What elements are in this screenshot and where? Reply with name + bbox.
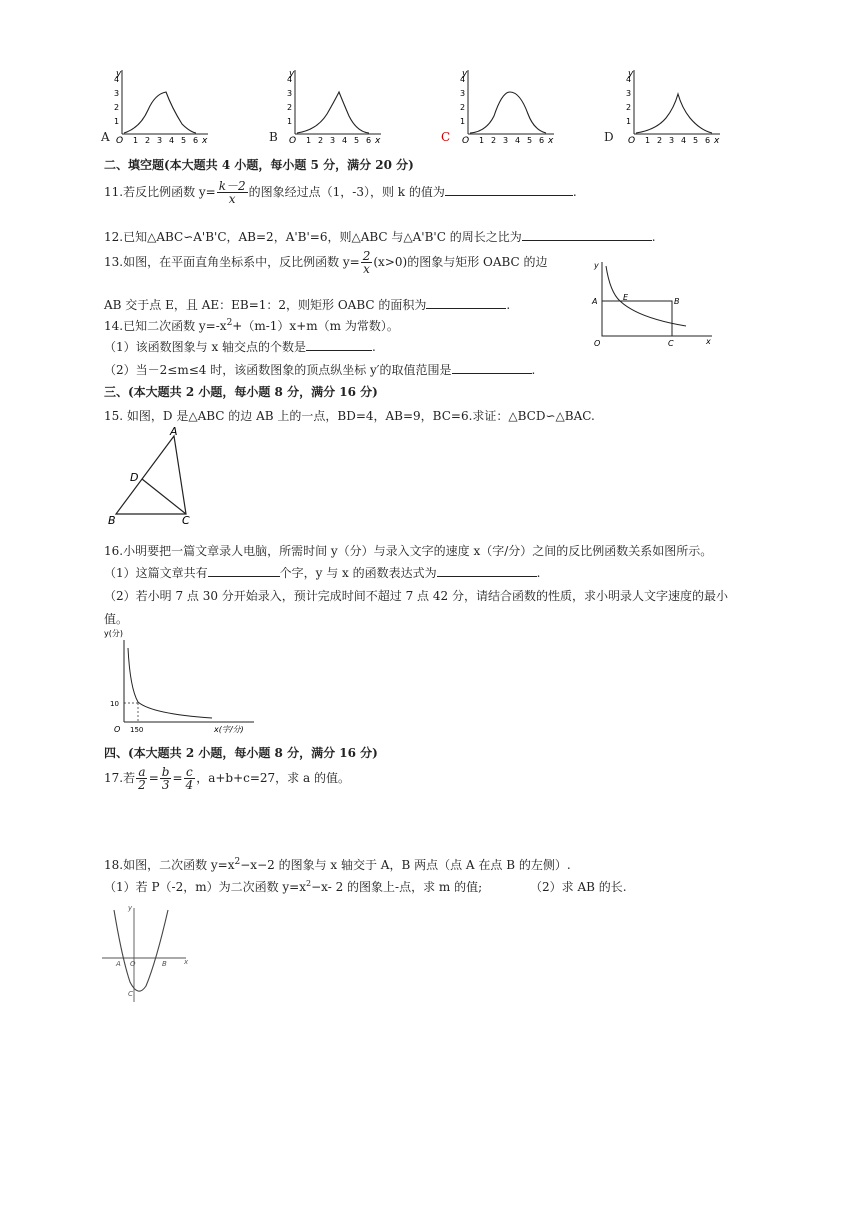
point-b: B: [108, 514, 116, 526]
question-15: 15. 如图，D 是△ABC 的边 AB 上的一点，BD=4，AB=9，BC=6.求证：△BCD∽△BAC.: [104, 409, 595, 423]
superscript: 2: [234, 857, 241, 867]
ytick: 1: [626, 117, 632, 126]
y-axis-label: y: [128, 904, 133, 912]
xtick: 4: [342, 136, 348, 145]
origin-label: O: [130, 960, 136, 968]
point-c: C: [668, 339, 674, 348]
xtick: 2: [491, 136, 497, 145]
option-label-b: B: [269, 130, 278, 144]
ytick: 10: [110, 700, 119, 708]
option-label-d: D: [604, 130, 614, 144]
figure-16: [104, 626, 264, 740]
fraction-b: [160, 766, 172, 791]
ytick: 4: [460, 75, 466, 84]
q14-end: .: [372, 340, 376, 354]
xtick: 5: [181, 136, 187, 145]
xtick: 1: [645, 136, 651, 145]
point-a: A: [170, 426, 178, 438]
ytick: 2: [114, 103, 120, 112]
q17-text: 17.若: [104, 771, 136, 785]
origin-label: O: [289, 136, 297, 146]
xtick: 6: [193, 136, 199, 145]
y-axis-label: y: [628, 69, 634, 79]
point-e: E: [623, 293, 629, 302]
x-axis-label: x: [375, 136, 381, 146]
fig18-svg: [100, 902, 200, 1006]
section-heading: 三、(本大题共 2 小题，每小题 8 分，满分 16 分): [104, 385, 378, 399]
q14-p2-text: （2）当－2≤m≤4 时，该函数图象的顶点纵坐标 y′的取值范围是: [104, 363, 452, 377]
ytick: 1: [287, 117, 293, 126]
fraction-numerator: c: [186, 765, 193, 779]
q16-p1-text: （1）这篇文章共有: [104, 566, 208, 580]
q13-text: (x>0)的图象与矩形 OABC 的边: [373, 255, 548, 269]
answer-blank[interactable]: [208, 566, 280, 577]
section-heading: 二、填空题(本大题共 4 小题，每小题 5 分，满分 20 分): [104, 158, 414, 172]
answer-blank[interactable]: [306, 340, 372, 351]
figure-13: [586, 256, 716, 356]
ytick: 3: [114, 89, 120, 98]
origin-label: O: [114, 725, 121, 734]
ytick: 4: [114, 75, 120, 84]
xtick: 1: [133, 136, 139, 145]
fraction-numerator: a: [138, 765, 146, 779]
curve: [606, 266, 686, 326]
x-axis-label: x: [202, 136, 208, 146]
ytick: 3: [626, 89, 632, 98]
q13-text: 13.如图，在平面直角坐标系中，反比例函数 y=: [104, 255, 360, 269]
curve: [128, 648, 212, 718]
xtick: 5: [354, 136, 360, 145]
option-graph-d: [612, 62, 722, 150]
superscript: 2: [306, 879, 312, 888]
xtick: 3: [157, 136, 163, 145]
fraction-denominator: 4: [185, 778, 194, 792]
question-18-part1: [104, 878, 482, 895]
figure-18: [100, 902, 200, 1010]
parabola: [114, 910, 168, 991]
fraction-numerator: 2: [362, 249, 371, 263]
question-11: [104, 180, 577, 205]
answer-blank[interactable]: [522, 230, 652, 241]
ytick: 2: [460, 103, 466, 112]
question-13: [104, 250, 548, 275]
origin-label: O: [628, 136, 636, 146]
point-c: C: [128, 990, 133, 998]
superscript: 2: [226, 318, 233, 328]
y-axis-label: y: [594, 261, 599, 270]
xtick: 2: [318, 136, 324, 145]
question-14-part2: [104, 361, 535, 378]
graph-b-svg: [273, 62, 383, 146]
xtick: 3: [330, 136, 336, 145]
origin-label: O: [462, 136, 470, 146]
q17-text: ，a+b+c=27，求 a 的值。: [196, 771, 350, 785]
fraction-a: [136, 766, 148, 791]
q18-p1-text: （1）若 P（-2，m）为二次函数 y=x: [104, 880, 307, 894]
q11-fraction: [217, 180, 248, 205]
question-14-part1: [104, 338, 376, 355]
ytick: 4: [287, 75, 293, 84]
x-axis-label: x: [706, 337, 711, 346]
x-axis-label: x: [714, 136, 720, 146]
point-a: A: [592, 297, 598, 306]
question-16-part2-cont: 值。: [104, 612, 129, 626]
ytick: 3: [460, 89, 466, 98]
ytick: 1: [114, 117, 120, 126]
q12-end: .: [651, 230, 656, 244]
equals: =: [172, 771, 183, 785]
point-a: A: [116, 960, 121, 968]
figure-15: [104, 426, 204, 530]
question-16: 16.小明要把一篇文章录人电脑，所需时间 y（分）与录入文字的速度 x（字/分）之间的反比例函数关系如图所示。: [104, 544, 713, 558]
xtick: 2: [145, 136, 151, 145]
y-axis-label: y(分): [104, 629, 123, 638]
fraction-denominator: 3: [161, 778, 170, 792]
x-axis-label: x: [184, 958, 189, 966]
question-17: [104, 766, 350, 791]
rectangle-oabc: [602, 301, 672, 336]
y-axis-label: y: [289, 69, 295, 79]
graph-d-svg: [612, 62, 722, 146]
q13-end: .: [506, 298, 511, 312]
xtick: 1: [306, 136, 312, 145]
point-c: C: [182, 514, 190, 526]
q16-end: .: [536, 566, 541, 580]
xtick: 150: [130, 726, 144, 734]
answer-blank[interactable]: [452, 363, 532, 374]
point-b: B: [674, 297, 680, 306]
answer-blank[interactable]: [445, 185, 573, 196]
fraction-c: [184, 766, 196, 791]
fraction-denominator: 2: [138, 778, 146, 792]
question-13-line2: [104, 296, 510, 313]
xtick: 4: [681, 136, 687, 145]
option-label-a: A: [101, 130, 110, 144]
fig13-svg: [586, 256, 716, 352]
question-18-part2: （2）求 AB 的长.: [530, 880, 627, 894]
xtick: 4: [169, 136, 175, 145]
q18-text: 18.如图，二次函数 y=x: [104, 858, 235, 872]
ytick: 1: [460, 117, 466, 126]
q14-text: 14.已知二次函数 y=-x: [104, 319, 227, 333]
graph-a-svg: [100, 62, 210, 146]
q11-text: 的图象经过点（1，-3），则 k 的值为: [248, 185, 445, 199]
option-graph-c: [446, 62, 556, 150]
x-axis-label: x(字/分): [214, 725, 244, 734]
q11-end: .: [572, 185, 577, 199]
origin-label: O: [594, 339, 601, 348]
curve: [470, 92, 546, 133]
fraction-denominator: x: [363, 262, 370, 276]
curve: [297, 92, 369, 133]
fig15-svg: [104, 426, 204, 526]
option-label-c: C: [441, 130, 451, 144]
q14-end: .: [531, 363, 536, 377]
y-axis-label: y: [116, 69, 122, 79]
xtick: 5: [527, 136, 533, 145]
equals: =: [148, 771, 159, 785]
point-b: B: [162, 960, 167, 968]
question-12: [104, 228, 656, 245]
xtick: 5: [693, 136, 699, 145]
xtick: 4: [515, 136, 521, 145]
answer-blank[interactable]: [437, 566, 537, 577]
option-graph-b: [273, 62, 383, 150]
y-axis-label: y: [462, 69, 468, 79]
ytick: 2: [287, 103, 293, 112]
question-14: [104, 317, 399, 334]
xtick: 3: [503, 136, 509, 145]
xtick: 6: [366, 136, 372, 145]
graph-c-svg: [446, 62, 556, 146]
fraction-numerator: b: [161, 765, 170, 779]
q12-text: 12.已知△ABC∽A'B'C，AB=2，A'B'=6，则△ABC 与△A'B'C 的周长之比为: [104, 230, 522, 244]
origin-label: O: [116, 136, 124, 146]
q18-p1-text: −x- 2 的图象上-点，求 m 的值;: [311, 880, 483, 894]
xtick: 1: [479, 136, 485, 145]
xtick: 3: [669, 136, 675, 145]
question-18: [104, 856, 571, 873]
fraction-denominator: x: [228, 192, 236, 206]
q14-p1-text: （1）该函数图象与 x 轴交点的个数是: [104, 340, 307, 354]
q14-text: +（m-1）x+m（m 为常数）。: [232, 319, 399, 333]
ytick: 2: [626, 103, 632, 112]
question-16-part2: （2）若小明 7 点 30 分开始录入，预计完成时间不超过 7 点 42 分，请结合函数的性质，求小明录人文字速度的最小: [104, 589, 728, 603]
q16-p1-text: 个字，y 与 x 的函数表达式为: [279, 566, 437, 580]
segment-dc: [142, 479, 186, 514]
triangle-abc: [116, 436, 186, 514]
question-16-part1: [104, 564, 540, 581]
section-heading: 四、(本大题共 2 小题，每小题 8 分，满分 16 分): [104, 746, 378, 760]
fraction-numerator: k－2: [218, 179, 246, 193]
point-d: D: [130, 471, 139, 484]
xtick: 2: [657, 136, 663, 145]
xtick: 6: [705, 136, 711, 145]
q18-text: −x−2 的图象与 x 轴交于 A，B 两点（点 A 在点 B 的左侧）.: [240, 858, 571, 872]
option-graph-a: [100, 62, 210, 150]
curve: [636, 94, 712, 133]
answer-blank[interactable]: [426, 298, 506, 309]
x-axis-label: x: [548, 136, 554, 146]
xtick: 6: [539, 136, 545, 145]
fig16-svg: [104, 626, 264, 736]
ytick: 4: [626, 75, 632, 84]
q11-text: 11.若反比例函数 y=: [104, 185, 216, 199]
q13-fraction: [361, 250, 373, 275]
curve: [124, 92, 196, 133]
q13-text: AB 交于点 E，且 AE：EB=1：2，则矩形 OABC 的面积为: [104, 298, 427, 312]
ytick: 3: [287, 89, 293, 98]
